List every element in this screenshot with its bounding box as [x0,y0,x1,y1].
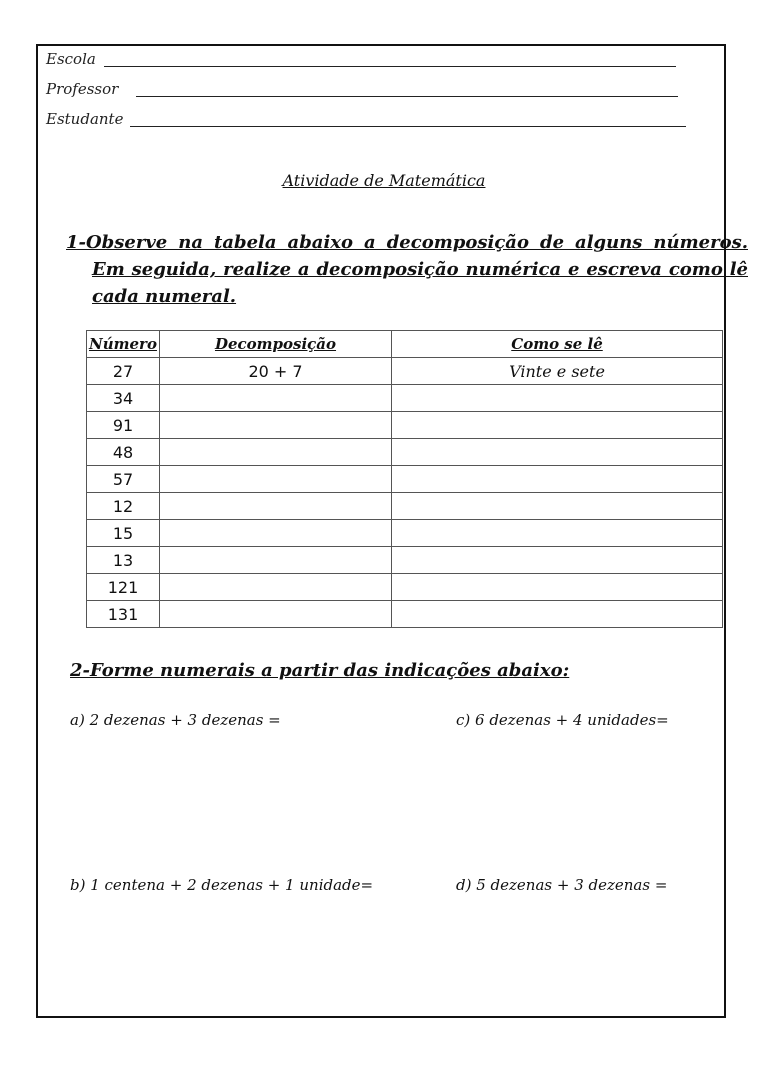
table-row [87,439,723,466]
cell-como-se-le[interactable] [392,493,723,520]
cell-numero: 15 [87,520,160,547]
table-row [87,385,723,412]
cell-como-se-le[interactable] [392,601,723,628]
cell-como-se-le[interactable] [392,439,723,466]
cell-decomposicao[interactable] [160,520,392,547]
cell-como-se-le[interactable] [392,520,723,547]
header-como-se-le: Como se lê [392,331,723,358]
cell-decomposicao[interactable] [160,385,392,412]
item-c: c) 6 dezenas + 4 unidades= [456,711,669,729]
table-row [87,466,723,493]
cell-numero: 12 [87,493,160,520]
table-row [87,574,723,601]
question-1: 1-Observe na tabela abaixo a decomposição de alguns números. Em seguida, realize a decomposição numérica e escreva como lê cada numeral. [66,232,748,307]
cell-decomposicao[interactable] [160,466,392,493]
cell-numero: 27 [87,358,160,385]
table-row [87,493,723,520]
item-a: a) 2 dezenas + 3 dezenas = [70,711,281,729]
cell-decomposicao[interactable] [160,439,392,466]
item-b: b) 1 centena + 2 dezenas + 1 unidade= [70,876,374,894]
cell-como-se-le[interactable] [392,412,723,439]
header-decomposicao: Decomposição [160,331,392,358]
table-row [87,601,723,628]
cell-decomposicao[interactable] [160,547,392,574]
cell-como-se-le[interactable] [392,466,723,493]
professor-field[interactable] [136,96,678,97]
cell-numero: 131 [87,601,160,628]
table-header-row [87,331,723,358]
cell-como-se-le[interactable] [392,547,723,574]
cell-como-se-le[interactable]: Vinte e sete [392,358,723,385]
header-numero: Número [87,331,160,358]
estudante-field[interactable] [130,126,686,127]
question-2: 2-Forme numerais a partir das indicações abaixo: [70,660,570,681]
table-row [87,412,723,439]
cell-numero: 121 [87,574,160,601]
cell-decomposicao[interactable] [160,574,392,601]
page-title: Atividade de Matemática [282,171,486,190]
cell-numero: 57 [87,466,160,493]
cell-numero: 13 [87,547,160,574]
table-row [87,358,723,385]
table-row [87,520,723,547]
cell-numero: 91 [87,412,160,439]
cell-decomposicao[interactable] [160,601,392,628]
cell-como-se-le[interactable] [392,574,723,601]
escola-field[interactable] [104,66,676,67]
cell-decomposicao[interactable]: 20 + 7 [160,358,392,385]
cell-numero: 34 [87,385,160,412]
cell-decomposicao[interactable] [160,412,392,439]
decomposition-table [86,330,723,628]
cell-como-se-le[interactable] [392,385,723,412]
professor-label: Professor [46,80,119,98]
item-d: d) 5 dezenas + 3 dezenas = [456,876,668,894]
table-row [87,547,723,574]
cell-decomposicao[interactable] [160,493,392,520]
cell-numero: 48 [87,439,160,466]
escola-label: Escola [46,50,96,68]
estudante-label: Estudante [46,110,124,128]
